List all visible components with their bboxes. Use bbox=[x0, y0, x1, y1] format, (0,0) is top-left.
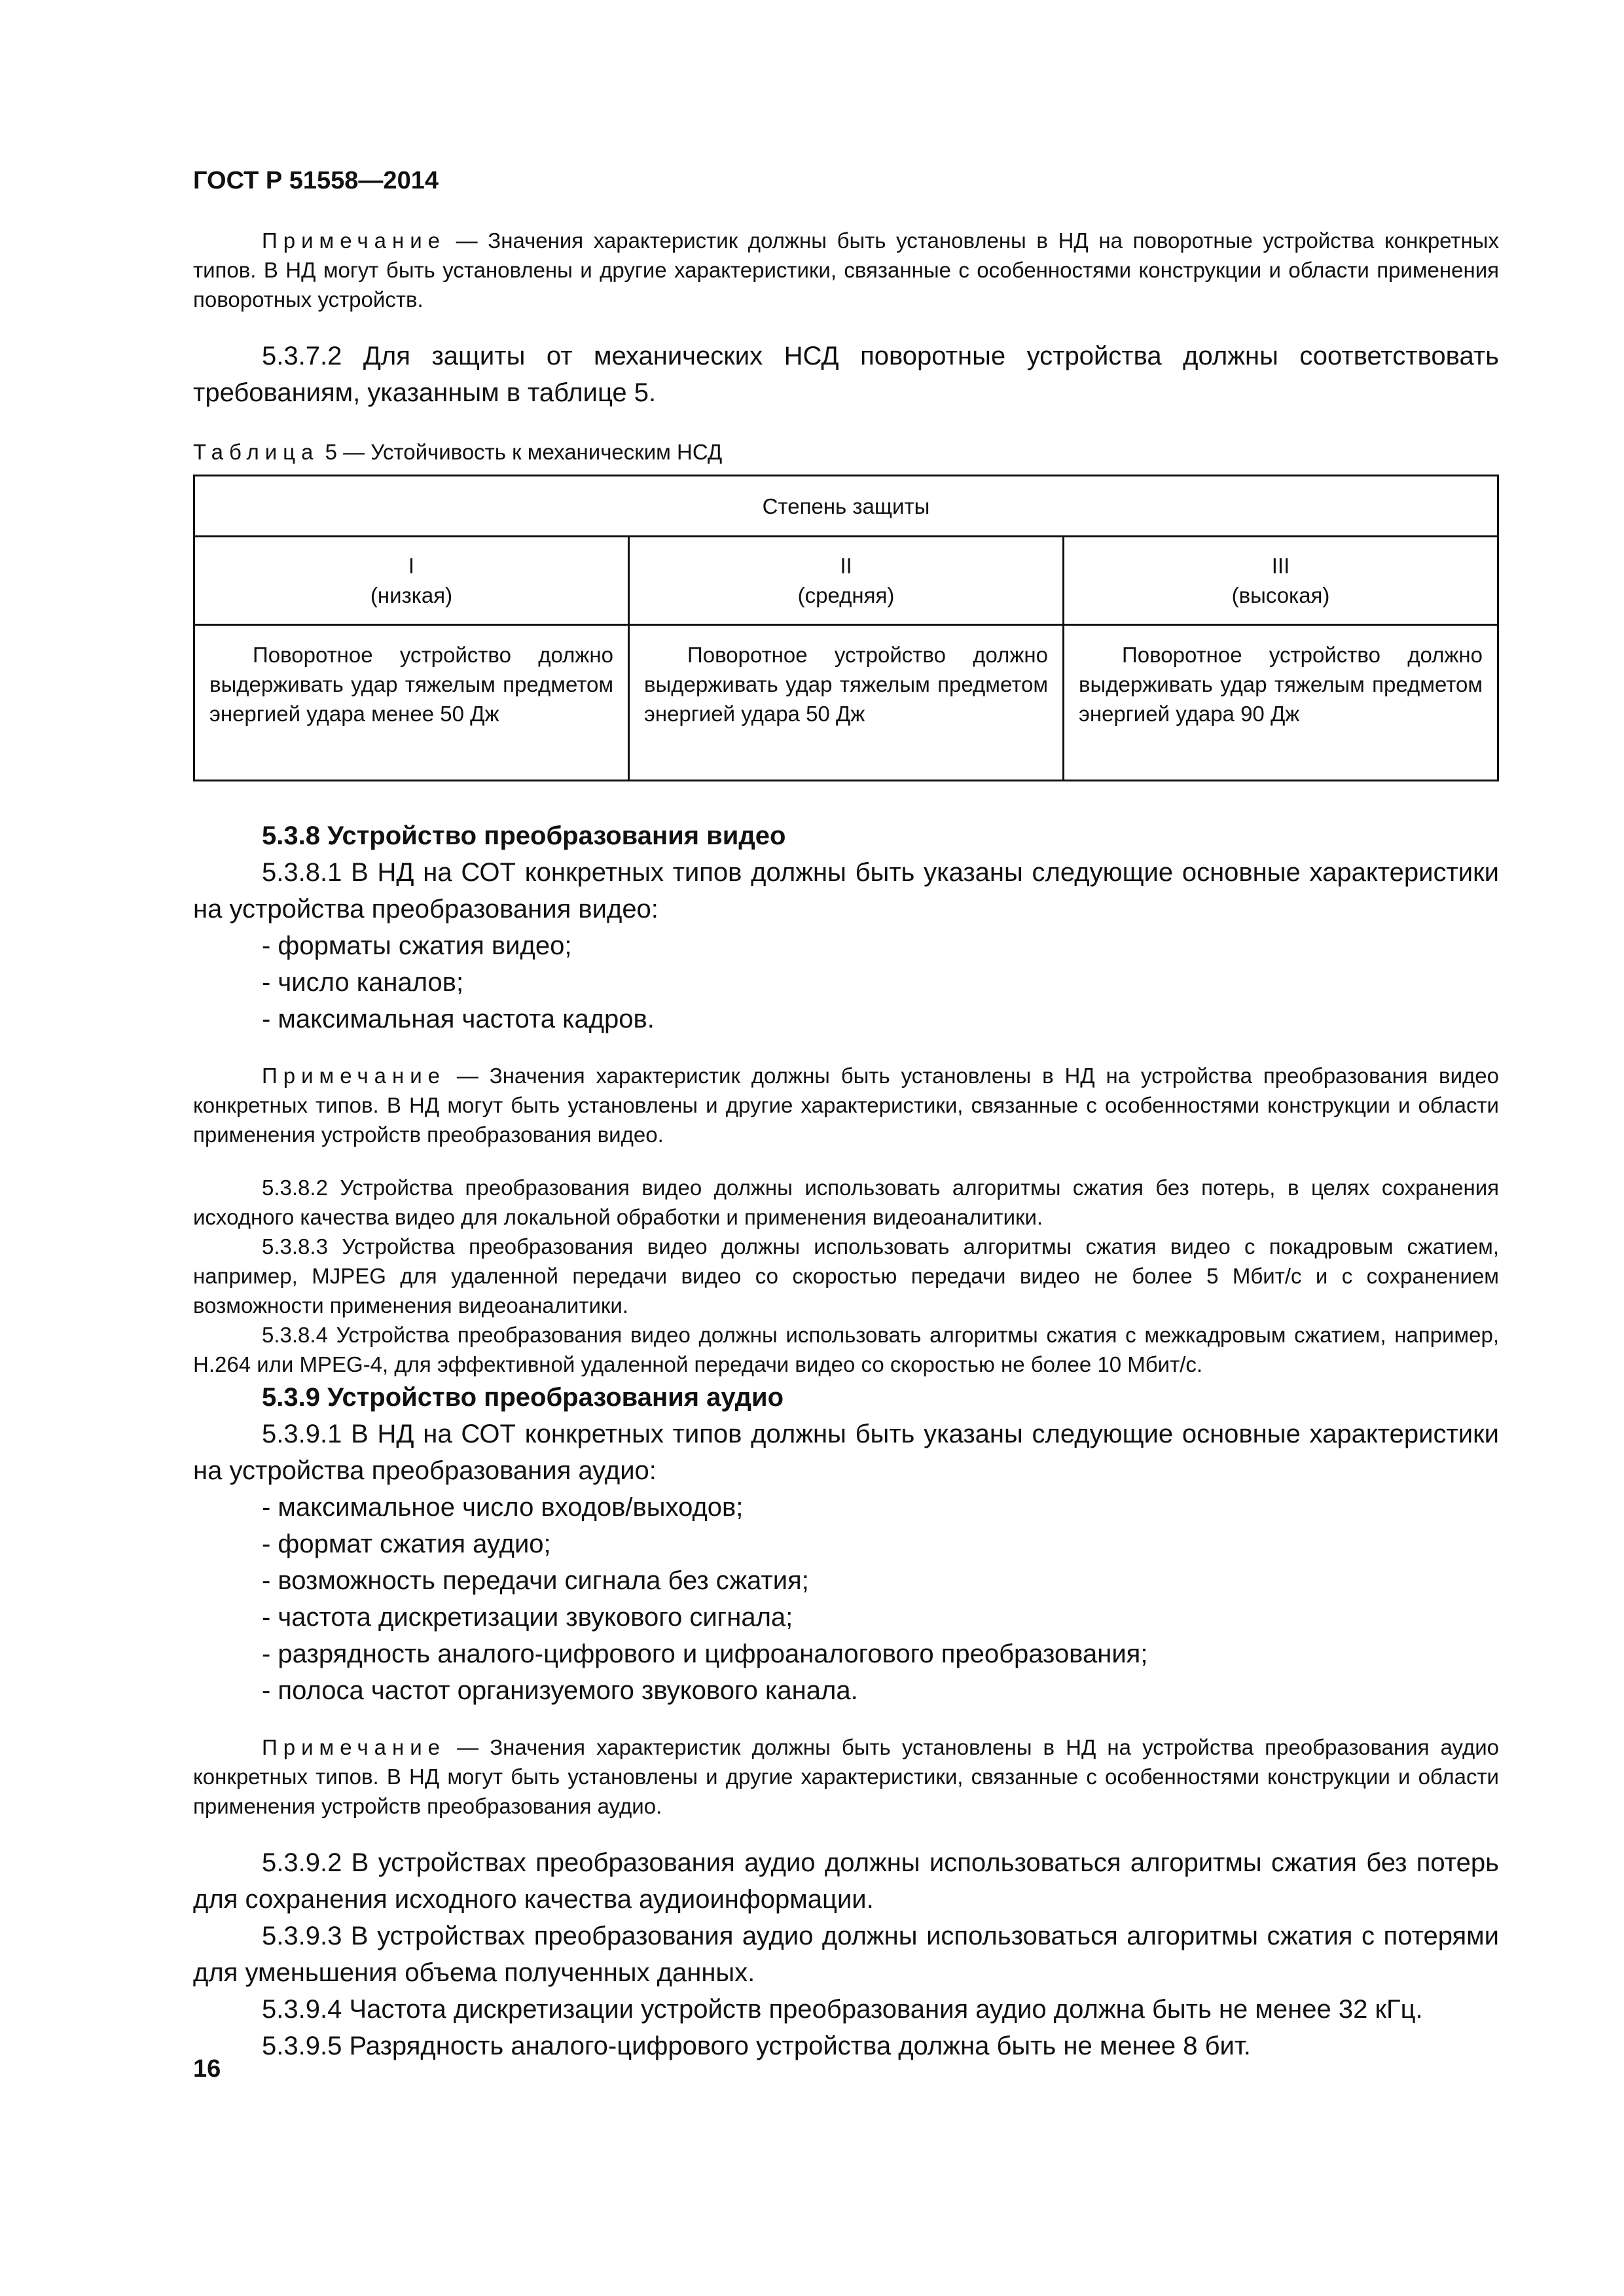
list-item: - формат сжатия аудио; bbox=[262, 1530, 551, 1558]
page-number: 16 bbox=[193, 2055, 221, 2083]
table-cell-low-description: Поворотное устройство должно выдерживать удар тяжелым предметом энергией удара менее 50 Дж bbox=[194, 625, 629, 781]
level-numeral: III bbox=[1271, 554, 1290, 578]
note-label: Примечание bbox=[262, 228, 446, 253]
note-text: — Значения характеристик должны быть установлены в НД на устройства преобразования аудио конкретных типов. В НД могут быть установлены и другие характеристики, связанные с особенностями конструкции и области применения устройств преобразования аудио. bbox=[193, 1735, 1499, 1818]
level-name: (низкая) bbox=[370, 583, 453, 607]
note-audio-devices bbox=[193, 1732, 1499, 1821]
level-name: (средняя) bbox=[797, 583, 895, 607]
level-numeral: II bbox=[840, 554, 852, 578]
list-item: - максимальная частота кадров. bbox=[262, 1005, 655, 1033]
list-item: - форматы сжатия видео; bbox=[262, 931, 572, 960]
list-item: - максимальное число входов/выходов; bbox=[262, 1493, 744, 1522]
table-caption-label: Таблица bbox=[193, 440, 319, 464]
paragraph-5-3-8-1: 5.3.8.1 В НД на СОТ конкретных типов должны быть указаны следующие основные характеристики на устройства преобразования видео: bbox=[193, 858, 1499, 924]
table-caption-text: 5 — Устойчивость к механическим НСД bbox=[325, 440, 723, 464]
paragraph-5-3-9-3: 5.3.9.3 В устройствах преобразования аудио должны использоваться алгоритмы сжатия с потерями для уменьшения объема полученных данных. bbox=[193, 1922, 1499, 1987]
paragraph-5-3-8-4: 5.3.8.4 Устройства преобразования видео должны использовать алгоритмы сжатия с межкадровым сжатием, например, H.264 или MPEG-4, для эффективной удаленной передачи видео со скоростью не более 10 Мбит/с. bbox=[193, 1323, 1499, 1376]
note-label: Примечание bbox=[262, 1064, 446, 1088]
table-header-protection-degree: Степень защиты bbox=[194, 476, 1498, 537]
list-item: - частота дискретизации звукового сигнала; bbox=[262, 1603, 793, 1632]
paragraph-5-3-9-5: 5.3.9.5 Разрядность аналого-цифрового устройства должна быть не менее 8 бит. bbox=[262, 2032, 1251, 2060]
table-level-high bbox=[1064, 537, 1498, 625]
list-item: - возможность передачи сигнала без сжатия; bbox=[262, 1566, 809, 1595]
table-cell-high-description: Поворотное устройство должно выдерживать удар тяжелым предметом энергией удара 90 Дж bbox=[1064, 625, 1498, 781]
note-label: Примечание bbox=[262, 1735, 446, 1759]
heading-5-3-9: 5.3.9 Устройство преобразования аудио bbox=[262, 1383, 784, 1412]
table-5 bbox=[193, 475, 1499, 781]
paragraph-5-3-9-1: 5.3.9.1 В НД на СОТ конкретных типов должны быть указаны следующие основные характеристики на устройства преобразования аудио: bbox=[193, 1420, 1499, 1485]
heading-5-3-8: 5.3.8 Устройство преобразования видео bbox=[262, 821, 786, 850]
note-text: — Значения характеристик должны быть установлены в НД на устройства преобразования видео конкретных типов. В НД могут быть установлены и другие характеристики, связанные с особенностями конструкции и области применения устройств преобразования видео. bbox=[193, 1064, 1499, 1147]
paragraph-5-3-8-2: 5.3.8.2 Устройства преобразования видео должны использовать алгоритмы сжатия без потерь, в целях сохранения исходного качества видео для локальной обработки и применения видеоаналитики. bbox=[193, 1175, 1499, 1229]
table-cell-medium-description: Поворотное устройство должно выдерживать удар тяжелым предметом энергией удара 50 Дж bbox=[629, 625, 1064, 781]
list-item: - разрядность аналого-цифрового и цифроаналогового преобразования; bbox=[262, 1640, 1148, 1668]
paragraph-5-3-9-2: 5.3.9.2 В устройствах преобразования аудио должны использоваться алгоритмы сжатия без потерь для сохранения исходного качества аудиоинформации. bbox=[193, 1848, 1499, 1914]
note-text: — Значения характеристик должны быть установлены в НД на поворотные устройства конкретных типов. В НД могут быть установлены и другие характеристики, связанные с особенностями конструкции и области применения поворотных устройств. bbox=[193, 228, 1499, 312]
table-level-low bbox=[194, 537, 629, 625]
list-item: - полоса частот организуемого звукового канала. bbox=[262, 1676, 858, 1705]
note-video-devices bbox=[193, 1061, 1499, 1149]
table-level-medium bbox=[629, 537, 1064, 625]
paragraph-5-3-8-3: 5.3.8.3 Устройства преобразования видео должны использовать алгоритмы сжатия видео с покадровым сжатием, например, MJPEG для удаленной передачи видео со скоростью передачи видео не более 5 Мбит/с и с сохранением возможности применения видеоаналитики. bbox=[193, 1234, 1499, 1318]
list-item: - число каналов; bbox=[262, 968, 464, 997]
level-numeral: I bbox=[408, 554, 415, 578]
table-5-caption bbox=[193, 437, 1499, 467]
level-name: (высокая) bbox=[1231, 583, 1330, 607]
paragraph-5-3-7-2: 5.3.7.2 Для защиты от механических НСД поворотные устройства должны соответствовать требованиям, указанным в таблице 5. bbox=[193, 342, 1499, 407]
document-body bbox=[193, 226, 1499, 2064]
note-rotary-devices bbox=[193, 226, 1499, 314]
paragraph-5-3-9-4: 5.3.9.4 Частота дискретизации устройств преобразования аудио должна быть не менее 32 кГц. bbox=[262, 1995, 1423, 2024]
document-code-header: ГОСТ Р 51558—2014 bbox=[193, 167, 439, 194]
